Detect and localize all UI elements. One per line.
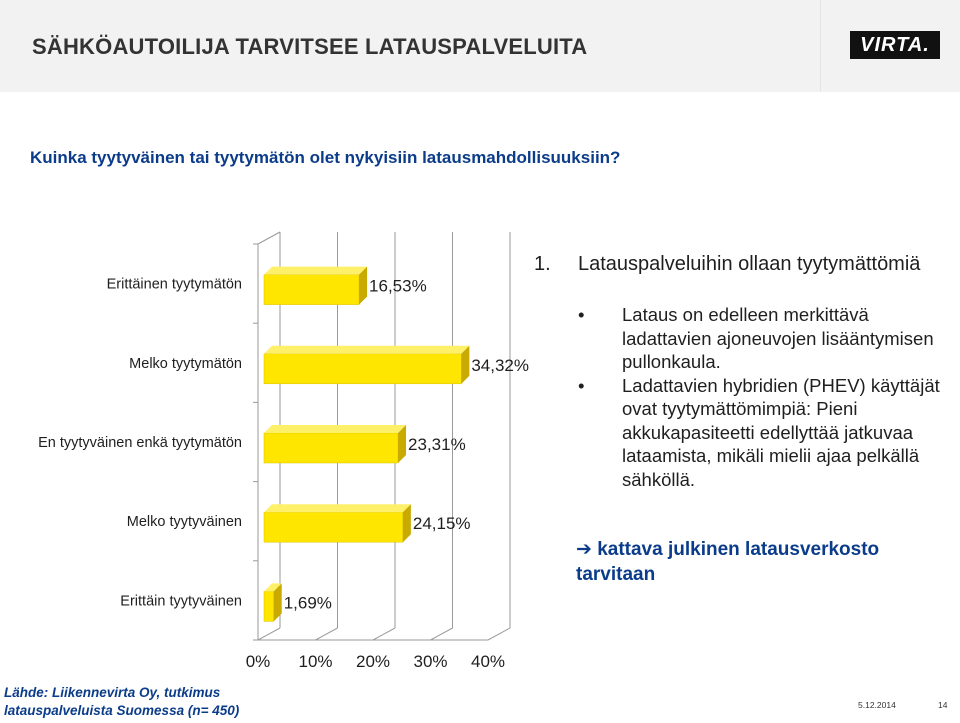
floor-gridline	[373, 628, 395, 640]
floor-gridline	[316, 628, 338, 640]
bar-top	[264, 425, 406, 433]
conclusion-text: kattava julkinen latausverkosto tarvitaan	[576, 539, 880, 585]
slide-date: 5.12.2014	[858, 700, 896, 710]
source-note	[4, 684, 239, 720]
conclusion	[576, 537, 946, 587]
x-tick-label: 20%	[355, 652, 391, 671]
value-label: 1,69%	[283, 593, 332, 613]
bar	[264, 433, 398, 463]
heading-text: Latauspalveluihin ollaan tyytymättömiä	[578, 253, 921, 275]
category-label: Melko tyytyväinen	[126, 514, 242, 531]
bullet-dot: •	[578, 374, 585, 396]
source-line-2: latauspalveluista Suomessa (n= 450)	[4, 703, 240, 718]
bullet-list	[578, 303, 948, 491]
x-tick-label: 10%	[298, 652, 333, 671]
virta-logo: VIRTA.	[850, 31, 940, 59]
floor-gridline	[258, 628, 280, 640]
value-label: 34,32%	[471, 355, 530, 375]
bullet-item	[578, 374, 948, 492]
value-label: 23,31%	[408, 435, 466, 454]
bullet-text: Lataus on edelleen merkittävä ladattavien ajoneuvojen lisääntymisen pullonkaula.	[622, 304, 934, 372]
right-heading	[534, 253, 920, 276]
bullet-dot: •	[578, 304, 585, 325]
bullet-text: Ladattavien hybridien (PHEV) käyttäjät ovat tyytymättömimpiä: Pieni akkukapasiteetti edellyttää jatkuvaa lataamista, mikäli mielii ajaa pelkällä sähköllä.	[622, 374, 940, 490]
bar	[264, 512, 403, 542]
top-edge	[258, 232, 280, 244]
bar	[264, 591, 274, 621]
x-tick-label: 0%	[245, 652, 271, 671]
bar-top	[264, 267, 367, 275]
category-label: Melko tyytymätön	[129, 355, 242, 372]
category-label: En tyytyväinen enkä tyytymätön	[38, 435, 242, 451]
value-label: 24,15%	[412, 514, 471, 534]
page-number: 14	[938, 700, 948, 710]
source-line-1: Lähde: Liikennevirta Oy, tutkimus	[4, 685, 221, 700]
bar-top	[264, 346, 469, 354]
heading-number: 1.	[534, 253, 551, 275]
category-label: Erittäinen tyytymätön	[106, 276, 242, 293]
value-label: 16,53%	[369, 276, 427, 296]
x-tick-label: 40%	[470, 652, 506, 671]
category-label: Erittäin tyytyväinen	[120, 593, 242, 610]
bar-top	[264, 504, 411, 512]
slide-title: SÄHKÖAUTOILIJA TARVITSEE LATAUSPALVELUITA	[32, 34, 588, 59]
survey-question: Kuinka tyytyväinen tai tyytymätön olet nykyisiin latausmahdollisuuksiin?	[30, 148, 621, 167]
bar	[264, 275, 359, 305]
bullet-item	[578, 303, 948, 374]
floor-gridline	[488, 628, 510, 640]
floor-gridline	[431, 628, 453, 640]
bar	[264, 354, 461, 384]
arrow-icon: ➔	[576, 539, 592, 560]
satisfaction-bar-chart	[0, 220, 560, 680]
x-tick-label: 30%	[413, 652, 448, 671]
